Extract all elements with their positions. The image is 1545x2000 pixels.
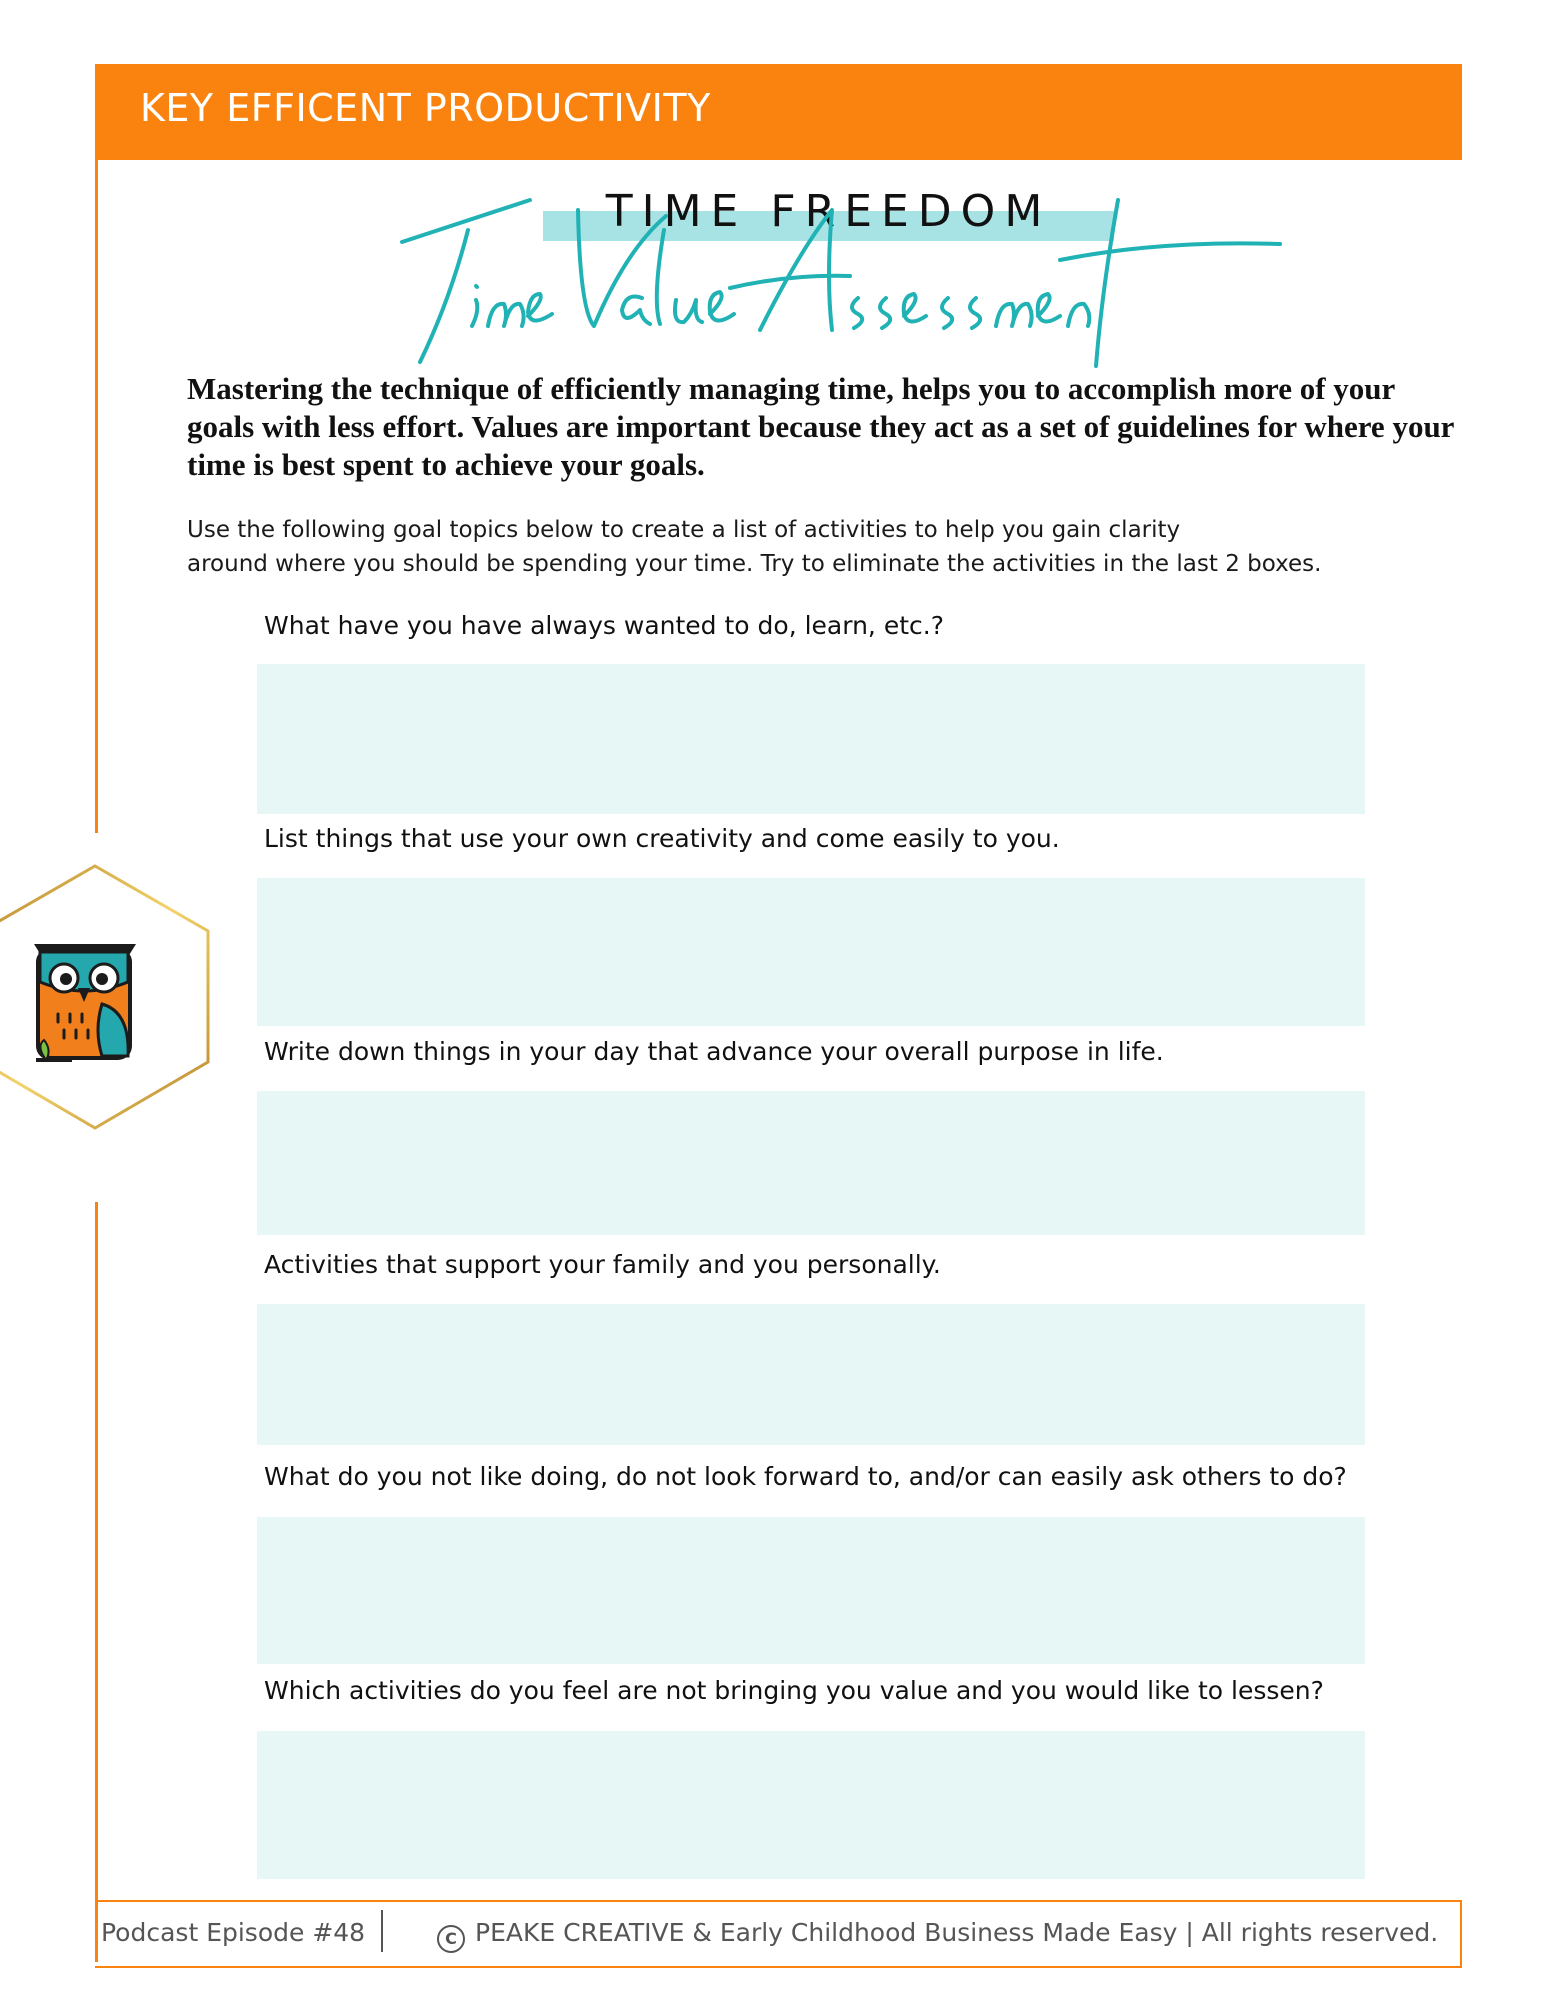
footer-copyright xyxy=(437,1918,1438,1953)
header-title: KEY EFFICENT PRODUCTIVITY xyxy=(140,86,711,130)
question-3-label: Write down things in your day that advance your overall purpose in life. xyxy=(264,1037,1164,1066)
copyright-icon: C xyxy=(437,1925,465,1953)
question-2-label: List things that use your own creativity and come easily to you. xyxy=(264,824,1060,853)
instructions-line-2: around where you should be spending your time. Try to eliminate the activities in the last 2 boxes. xyxy=(187,551,1322,577)
answer-box-2[interactable] xyxy=(257,878,1365,1026)
question-5-label: What do you not like doing, do not look forward to, and/or can easily ask others to do? xyxy=(264,1462,1347,1491)
question-4-label: Activities that support your family and you personally. xyxy=(264,1250,941,1279)
answer-box-5[interactable] xyxy=(257,1517,1365,1664)
footer-divider xyxy=(381,1910,383,1952)
header-band xyxy=(95,64,1462,160)
intro-paragraph: Mastering the technique of efficiently managing time, helps you to accomplish more of your goals with less effort. Values are important because they act as a set of guidelines for where your time is best spent to achieve your goals. xyxy=(187,371,1454,482)
owl-icon xyxy=(34,944,136,1060)
answer-box-4[interactable] xyxy=(257,1304,1365,1445)
frame-line-left-top xyxy=(95,160,98,833)
answer-box-3[interactable] xyxy=(257,1091,1365,1235)
footer-copyright-text: PEAKE CREATIVE & Early Childhood Business Made Easy | All rights reserved. xyxy=(475,1918,1439,1947)
title-kicker: TIME FREEDOM xyxy=(605,186,1052,237)
instructions xyxy=(187,513,1387,581)
answer-box-6[interactable] xyxy=(257,1731,1365,1879)
script-title xyxy=(380,190,1340,380)
question-1-label: What have you have always wanted to do, learn, etc.? xyxy=(264,611,944,640)
footer-episode: Podcast Episode #48 xyxy=(101,1918,366,1947)
answer-box-1[interactable] xyxy=(257,664,1365,814)
hexagon-badge xyxy=(0,862,212,1134)
question-6-label: Which activities do you feel are not bringing you value and you would like to lessen? xyxy=(264,1676,1324,1705)
instructions-line-1: Use the following goal topics below to create a list of activities to help you gain clarity xyxy=(187,517,1181,543)
frame-line-left-bottom xyxy=(95,1202,98,1962)
